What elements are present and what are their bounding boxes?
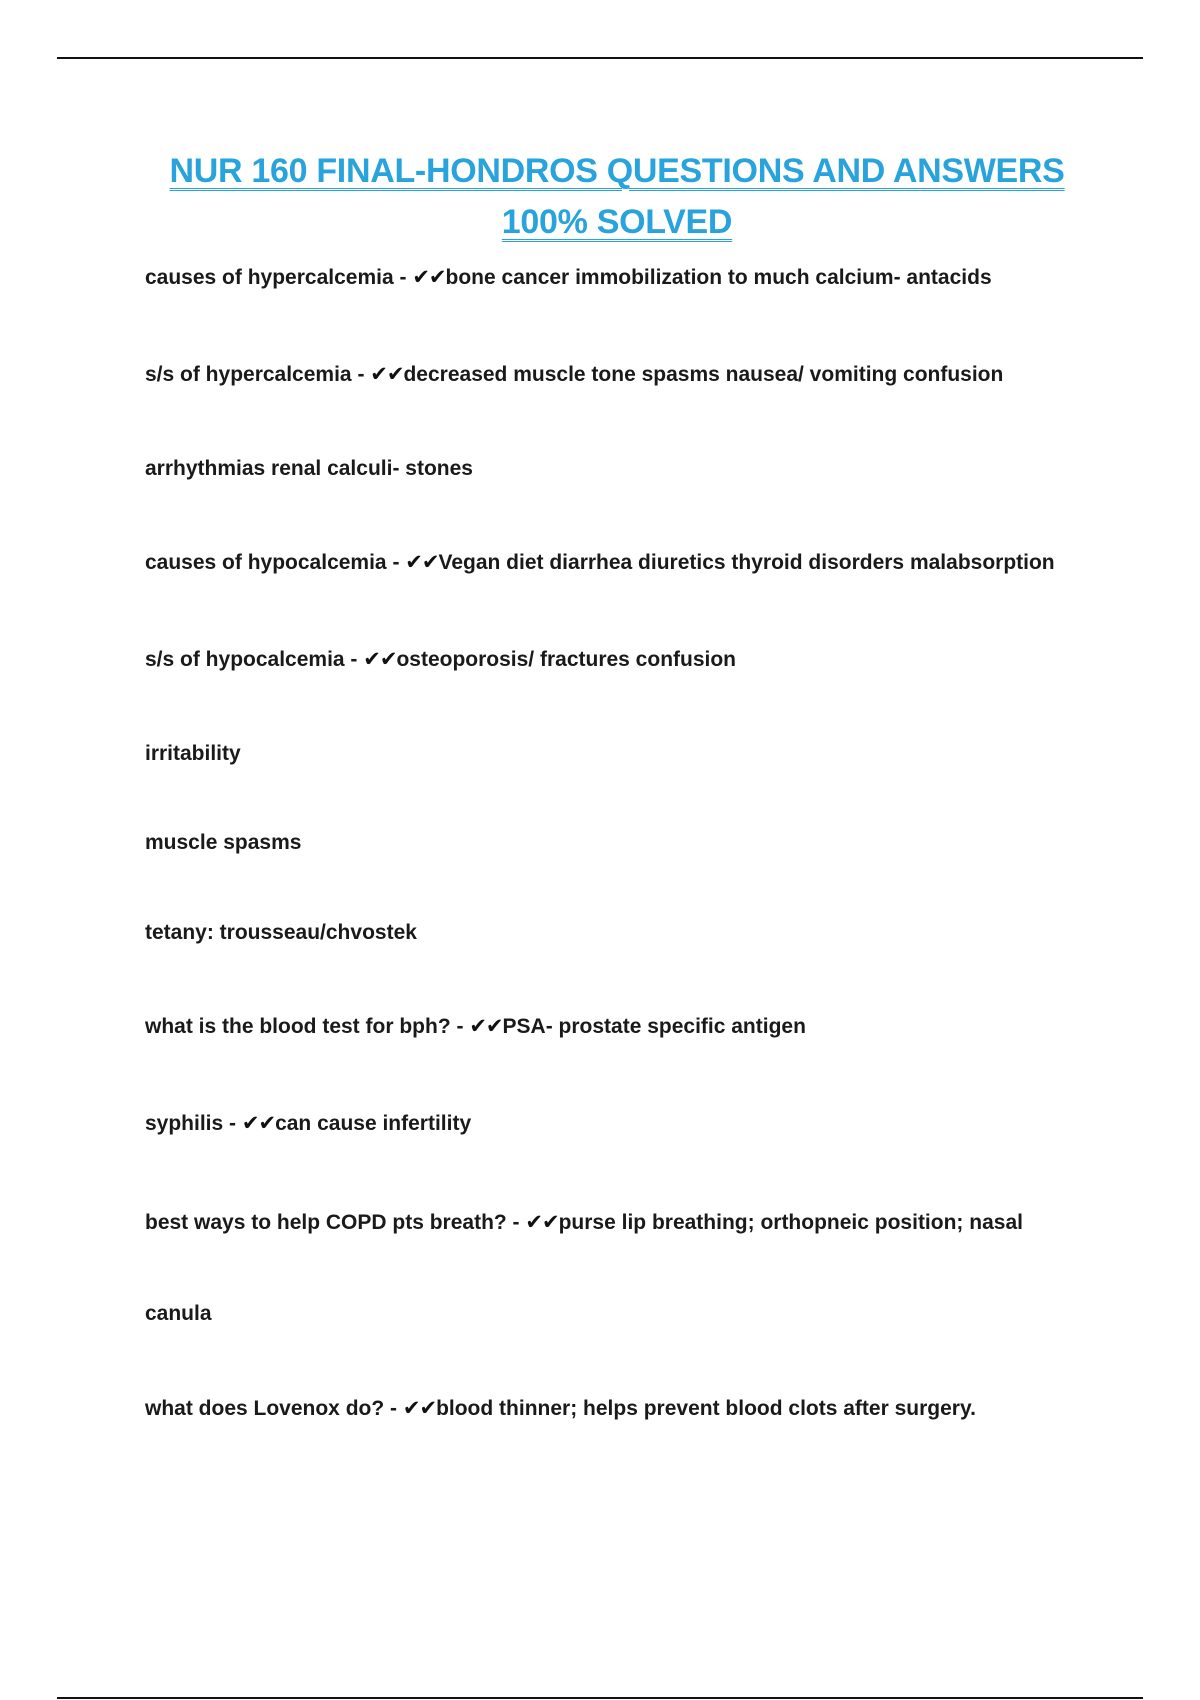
- continuation-text: arrhythmias renal calculi- stones: [145, 457, 473, 480]
- answer-text: blood thinner; helps prevent blood clots after surgery.: [436, 1397, 976, 1420]
- answer-text: purse lip breathing; orthopneic position; nasal: [558, 1211, 1023, 1234]
- answer-text: Vegan diet diarrhea diuretics thyroid disorders malabsorption: [438, 551, 1055, 574]
- check-icon: ✔✔: [469, 1014, 503, 1038]
- answer-continuation: [145, 920, 417, 946]
- check-icon: ✔✔: [412, 265, 446, 289]
- check-icon: ✔✔: [402, 1396, 437, 1420]
- answer-continuation: [145, 1301, 212, 1327]
- qa-entry-syphilis: [145, 1110, 471, 1137]
- qa-entry-hypercalcemia-causes: [145, 264, 992, 291]
- qa-entry-lovenox: [145, 1395, 976, 1422]
- header-rule: [57, 57, 1143, 59]
- question-text: what is the blood test for bph? -: [145, 1015, 470, 1038]
- answer-text: bone cancer immobilization to much calcium- antacids: [445, 266, 992, 289]
- answer-text: osteoporosis/ fractures confusion: [396, 648, 737, 671]
- question-text: best ways to help COPD pts breath? -: [145, 1211, 526, 1234]
- qa-entry-copd-breathing: [145, 1209, 1023, 1236]
- qa-entry-hypocalcemia-symptoms: [145, 646, 736, 673]
- question-text: causes of hypercalcemia -: [145, 266, 413, 289]
- check-icon: ✔✔: [405, 550, 439, 574]
- question-text: causes of hypocalcemia -: [145, 551, 406, 574]
- answer-continuation: [145, 456, 473, 482]
- question-text: s/s of hypercalcemia -: [145, 363, 371, 386]
- check-icon: ✔✔: [241, 1111, 276, 1135]
- continuation-text: canula: [145, 1302, 212, 1325]
- qa-entry-hypercalcemia-symptoms: [145, 361, 1003, 388]
- answer-text: PSA- prostate specific antigen: [502, 1015, 806, 1038]
- continuation-text: irritability: [145, 742, 241, 765]
- question-text: what does Lovenox do? -: [145, 1397, 403, 1420]
- qa-entry-bph-blood-test: [145, 1013, 806, 1040]
- qa-entry-hypocalcemia-causes: [145, 549, 1055, 576]
- answer-text: can cause infertility: [275, 1112, 472, 1135]
- question-text: syphilis -: [145, 1112, 242, 1135]
- answer-text: decreased muscle tone spasms nausea/ vomiting confusion: [403, 363, 1004, 386]
- check-icon: ✔✔: [525, 1210, 559, 1234]
- continuation-text: tetany: trousseau/chvostek: [145, 921, 417, 944]
- question-text: s/s of hypocalcemia -: [145, 648, 364, 671]
- title-line-2: 100% SOLVED: [501, 203, 733, 241]
- title-line-1: NUR 160 FINAL-HONDROS QUESTIONS AND ANSWERS: [169, 152, 1065, 190]
- document-title: [0, 146, 1200, 248]
- answer-continuation: [145, 741, 241, 767]
- check-icon: ✔✔: [370, 362, 404, 386]
- answer-continuation: [145, 830, 301, 856]
- check-icon: ✔✔: [363, 647, 397, 671]
- continuation-text: muscle spasms: [145, 831, 302, 854]
- footer-rule: [57, 1697, 1143, 1699]
